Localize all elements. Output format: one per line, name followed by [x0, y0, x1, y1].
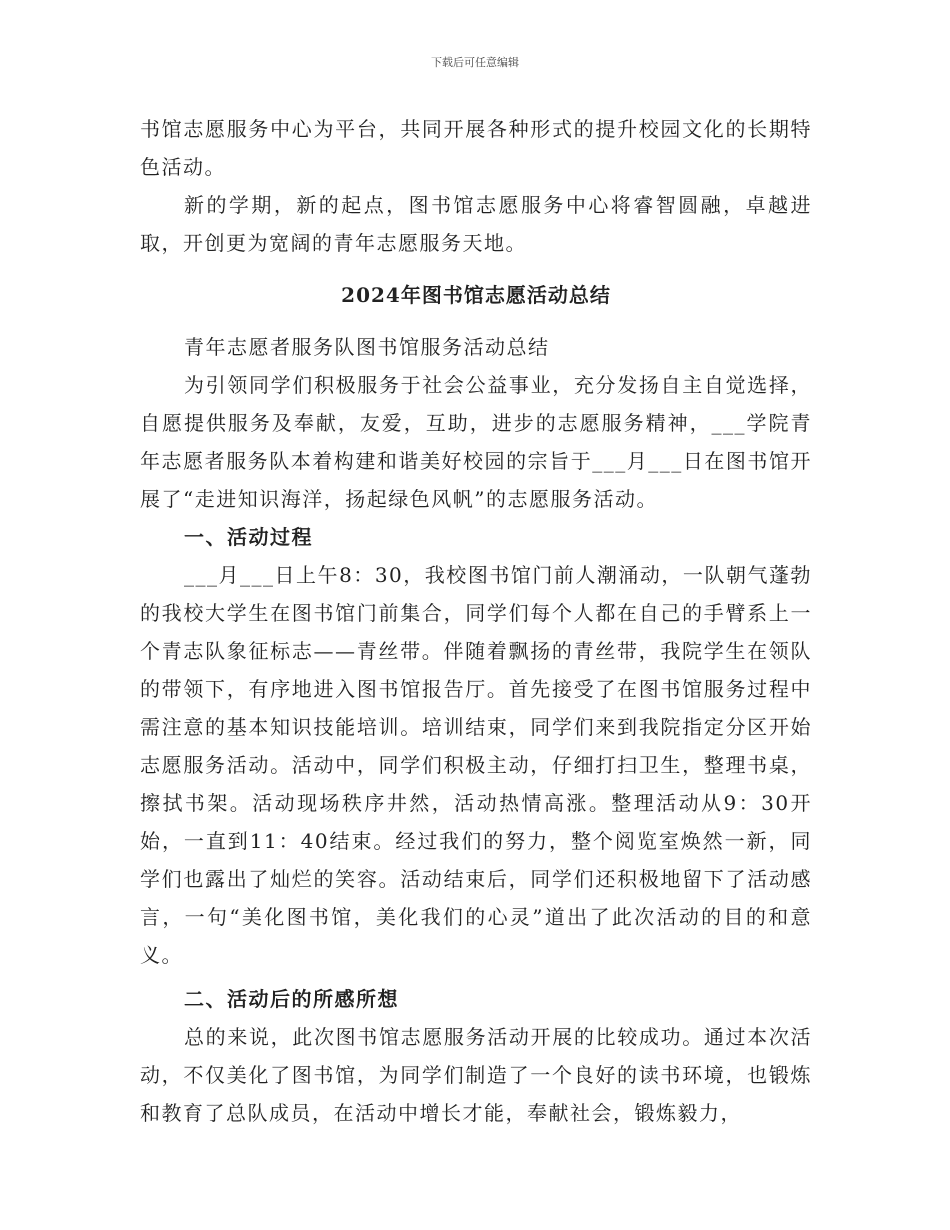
section-2-heading: 二、活动后的所感所想 — [184, 987, 399, 1011]
section-1-body: ___月___日上午8：30，我校图书馆门前人潮涌动，一队朝气蓬勃的我校大学生在图书馆门前集合，同学们每个人都在自己的手臂系上一个青志队象征标志——青丝带。伴随着飘扬的青丝带，我院学生在领队的带领下，有序地进入图书馆报告厅。首先接受了在图书馆服务过程中需注意的基本知识技能培训。培训结束，同学们来到我院指定分区开始志愿服务活动。活动中，同学们积极主动，仔细打扫卫生，整理书桌，擦拭书架。活动现场秩序井然，活动热情高涨。整理活动从9：30开始，一直到11：40结束。经过我们的努力，整个阅览室焕然一新，同学们也露出了灿烂的笑容。活动结束后，同学们还积极地留下了活动感言，一句“美化图书馆，美化我们的心灵”道出了此次活动的目的和意义。 — [140, 563, 812, 967]
continued-paragraph: 书馆志愿服务中心为平台，共同开展各种形式的提升校园文化的长期特色活动。 — [140, 117, 812, 179]
intro-paragraph: 为引领同学们积极服务于社会公益事业，充分发扬自主自觉选择，自愿提供服务及奉献，友爱，互助，进步的志愿服务精神，___学院青年志愿者服务队本着构建和谐美好校园的宗旨于___月___日在图书馆开展了“走进知识海洋，扬起绿色风帆”的志愿服务活动。 — [140, 373, 812, 511]
page-header-note: 下载后可任意编辑 — [431, 56, 519, 69]
section-2-body: 总的来说，此次图书馆志愿服务活动开展的比较成功。通过本次活动，不仅美化了图书馆，为同学们制造了一个良好的读书环境，也锻炼和教育了总队成员，在活动中增长才能，奉献社会，锻炼毅力， — [140, 1025, 812, 1125]
document-subtitle: 青年志愿者服务队图书馆服务活动总结 — [184, 335, 550, 359]
section-1-heading: 一、活动过程 — [184, 525, 313, 549]
closing-paragraph: 新的学期，新的起点，图书馆志愿服务中心将睿智圆融，卓越进取，开创更为宽阔的青年志愿服务天地。 — [140, 193, 812, 255]
document-title: 2024年图书馆志愿活动总结 — [341, 283, 611, 307]
document-body — [140, 110, 812, 1132]
